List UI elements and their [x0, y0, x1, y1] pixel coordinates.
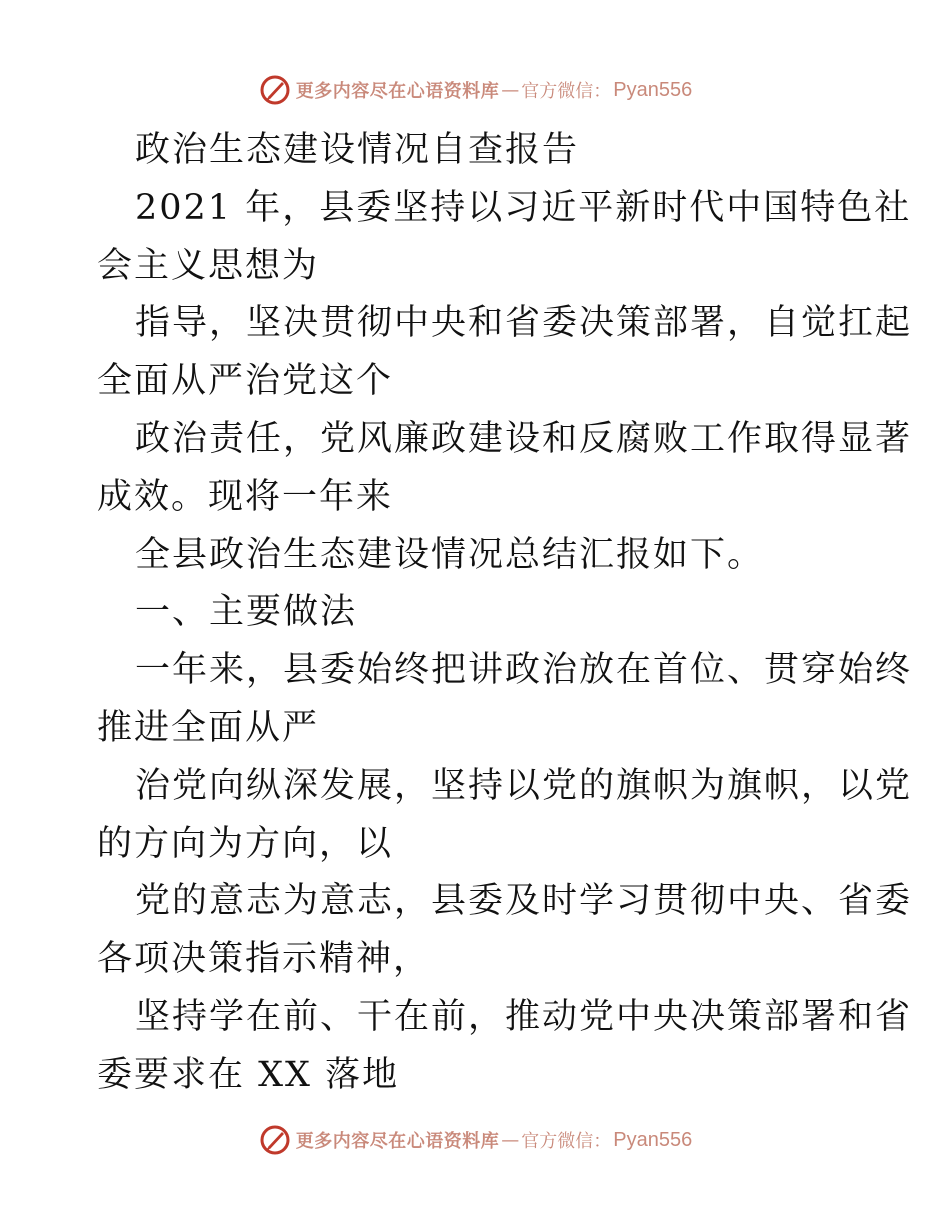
paragraph-line: 党的意志为意志，县委及时学习贯彻中央、省委 [135, 881, 913, 922]
document-title: 政治生态建设情况自查报告 [135, 130, 580, 170]
paragraph-line: 全面从严治党这个 [97, 361, 394, 402]
watermark-separator: — [501, 79, 520, 101]
paragraph-line: 各项决策指示精神， [97, 939, 431, 980]
paragraph-line: 治党向纵深发展，坚持以党的旗帜为旗帜，以党 [135, 765, 913, 806]
watermark-sub-text: 官方微信： [521, 1131, 612, 1152]
watermark-wechat-id: Pyan556 [613, 78, 693, 101]
paragraph-line: 成效。现将一年来 [97, 476, 394, 517]
paragraph-line: 委要求在 XX 落地 [97, 1054, 400, 1095]
watermark-footer [0, 1122, 950, 1158]
paragraph-line: 政治责任，党风廉政建设和反腐败工作取得显著 [135, 418, 913, 459]
watermark-wechat-id: Pyan556 [613, 1128, 693, 1151]
paragraph-line: 全县政治生态建设情况总结汇报如下。 [135, 534, 765, 575]
paragraph-line: 一年来，县委始终把讲政治放在首位、贯穿始终 [135, 650, 913, 691]
document-body [97, 122, 913, 1105]
quill-logo-icon [258, 73, 292, 107]
watermark-sub-text: 官方微信： [521, 81, 612, 102]
paragraph-line: 坚持学在前、干在前，推动党中央决策部署和省 [135, 996, 913, 1037]
quill-logo-icon [258, 1123, 292, 1157]
watermark-main-text: 更多内容尽在心语资料库 [295, 81, 500, 102]
paragraph-line: 指导，坚决贯彻中央和省委决策部署，自觉扛起 [135, 303, 913, 344]
paragraph-line: 的方向为方向，以 [97, 823, 394, 864]
watermark-main-text: 更多内容尽在心语资料库 [295, 1131, 500, 1152]
watermark-separator: — [501, 1129, 520, 1151]
paragraph-line: 推进全面从严 [97, 707, 320, 748]
section-heading: 一、主要做法 [135, 592, 358, 633]
paragraph-line: 2021 年，县委坚持以习近平新时代中国特色社 [135, 187, 912, 228]
watermark-header [0, 72, 950, 108]
paragraph-line: 会主义思想为 [97, 245, 320, 286]
